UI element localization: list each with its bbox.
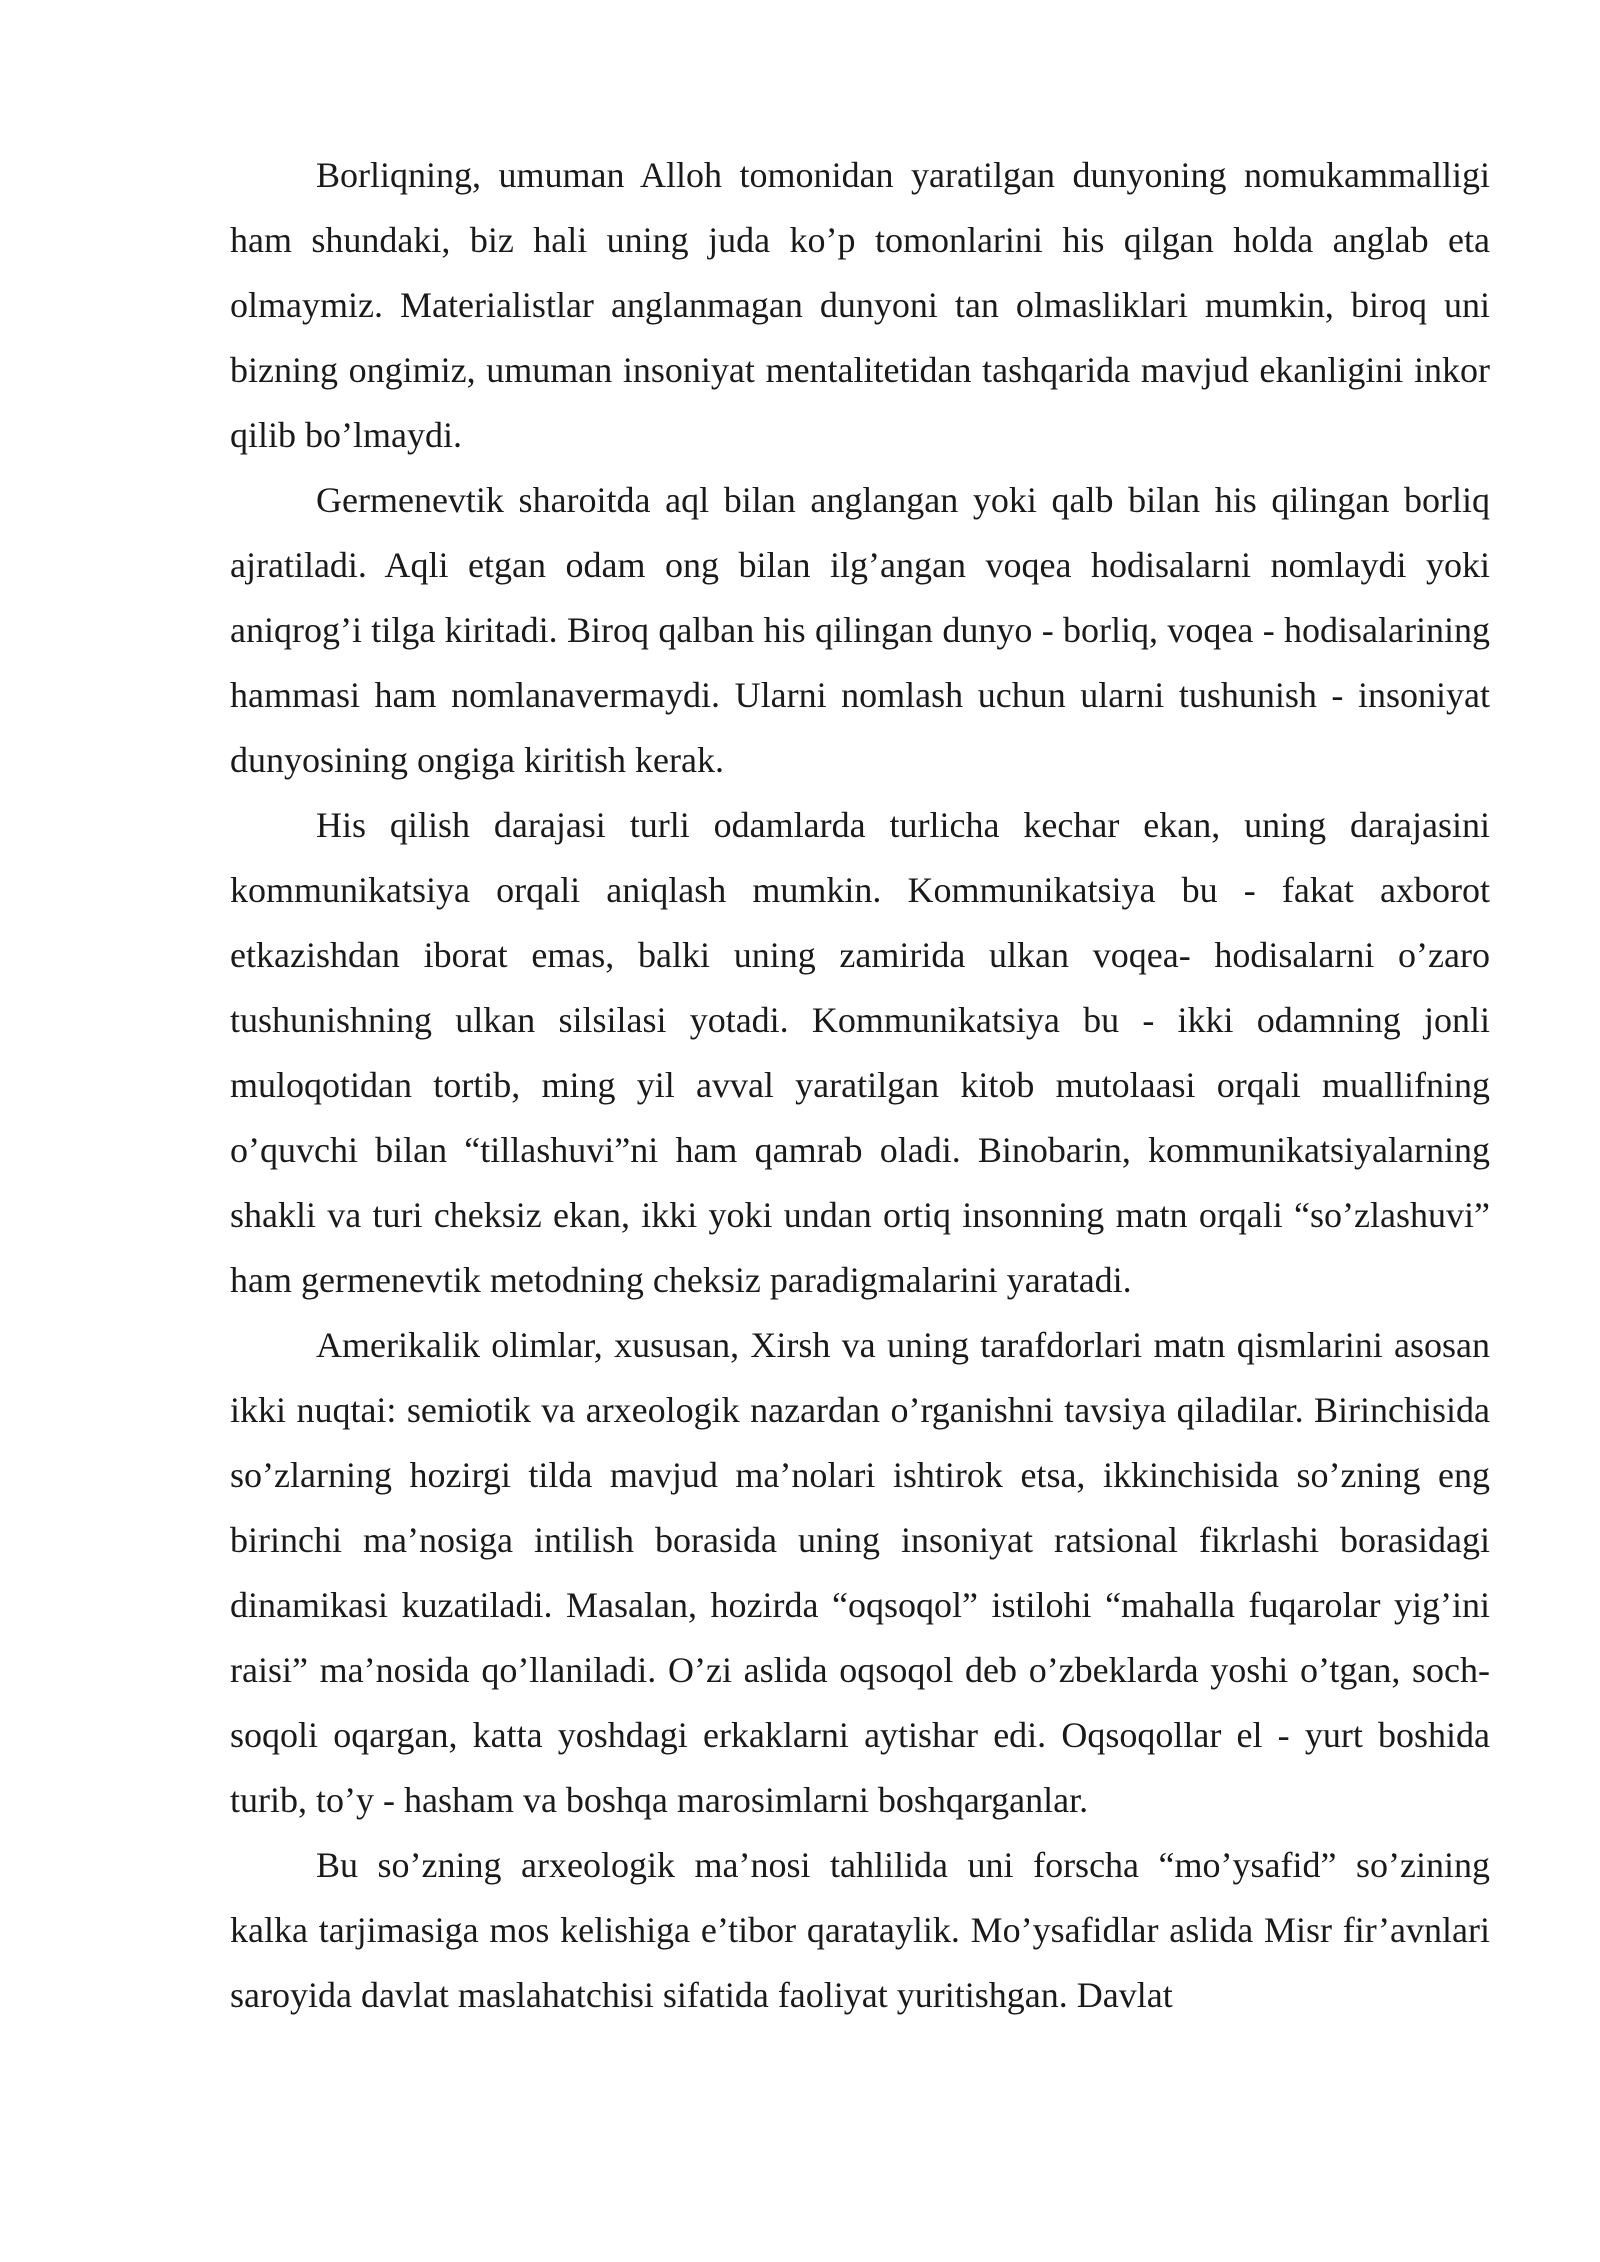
paragraph-1: Borliqning, umuman Alloh tomonidan yaratilgan dunyoning nomukammalligi ham shundaki, biz hali uning juda ko’p tomonlarini his qilgan holda anglab eta olmaymiz. Materialistlar anglanmagan dunyoni tan olmasliklari mumkin, biroq uni bizning ongimiz, umuman insoniyat mentalitetidan tashqarida mavjud ekanligini inkor qilib bo’lmaydi.	[230, 155, 1490, 455]
paragraph-5: Bu so’zning arxeologik ma’nosi tahlilida uni forscha “mo’ysafid” so’zining kalka tarjimasiga mos kelishiga e’tibor qarataylik. Mo’ysafidlar aslida Misr fir’avnlari saroyida davlat maslahatchisi sifatida faoliyat yuritishgan. Davlat	[230, 1845, 1490, 2015]
paragraph-2: Germenevtik sharoitda aql bilan anglangan yoki qalb bilan his qilingan borliq ajratiladi. Aqli etgan odam ong bilan ilg’angan voqea hodisalarni nomlaydi yoki aniqrog’i tilga kiritadi. Biroq qalban his qilingan dunyo - borliq, voqea - hodisalarining hammasi ham nomlanavermaydi. Ularni nomlash uchun ularni tushunish - insoniyat dunyosining ongiga kiritish kerak.	[230, 480, 1490, 780]
document-page	[230, 143, 1490, 2028]
paragraph-4: Amerikalik olimlar, xususan, Xirsh va uning tarafdorlari matn qismlarini asosan ikki nuqtai: semiotik va arxeologik nazardan o’rganishni tavsiya qiladilar. Birinchisida so’zlarning hozirgi tilda mavjud ma’nolari ishtirok etsa, ikkinchisida so’zning eng birinchi ma’nosiga intilish borasida uning insoniyat ratsional fikrlashi borasidagi dinamikasi kuzatiladi. Masalan, hozirda “oqsoqol” istilohi “mahalla fuqarolar yig’ini raisi” ma’nosida qo’llaniladi. O’zi aslida oqsoqol deb o’zbeklarda yoshi o’tgan, soch- soqoli oqargan, katta yoshdagi erkaklarni aytishar edi. Oqsoqollar el - yurt boshida turib, to’y - hasham va boshqa marosimlarni boshqarganlar.	[230, 1325, 1490, 1820]
paragraph-3: His qilish darajasi turli odamlarda turlicha kechar ekan, uning darajasini kommunikatsiya orqali aniqlash mumkin. Kommunikatsiya bu - fakat axborot etkazishdan iborat emas, balki uning zamirida ulkan voqea- hodisalarni o’zaro tushunishning ulkan silsilasi yotadi. Kommunikatsiya bu - ikki odamning jonli muloqotidan tortib, ming yil avval yaratilgan kitob mutolaasi orqali muallifning o’quvchi bilan “tillashuvi”ni ham qamrab oladi. Binobarin, kommunikatsiyalarning shakli va turi cheksiz ekan, ikki yoki undan ortiq insonning matn orqali “so’zlashuvi” ham germenevtik metodning cheksiz paradigmalarini yaratadi.	[230, 805, 1490, 1300]
